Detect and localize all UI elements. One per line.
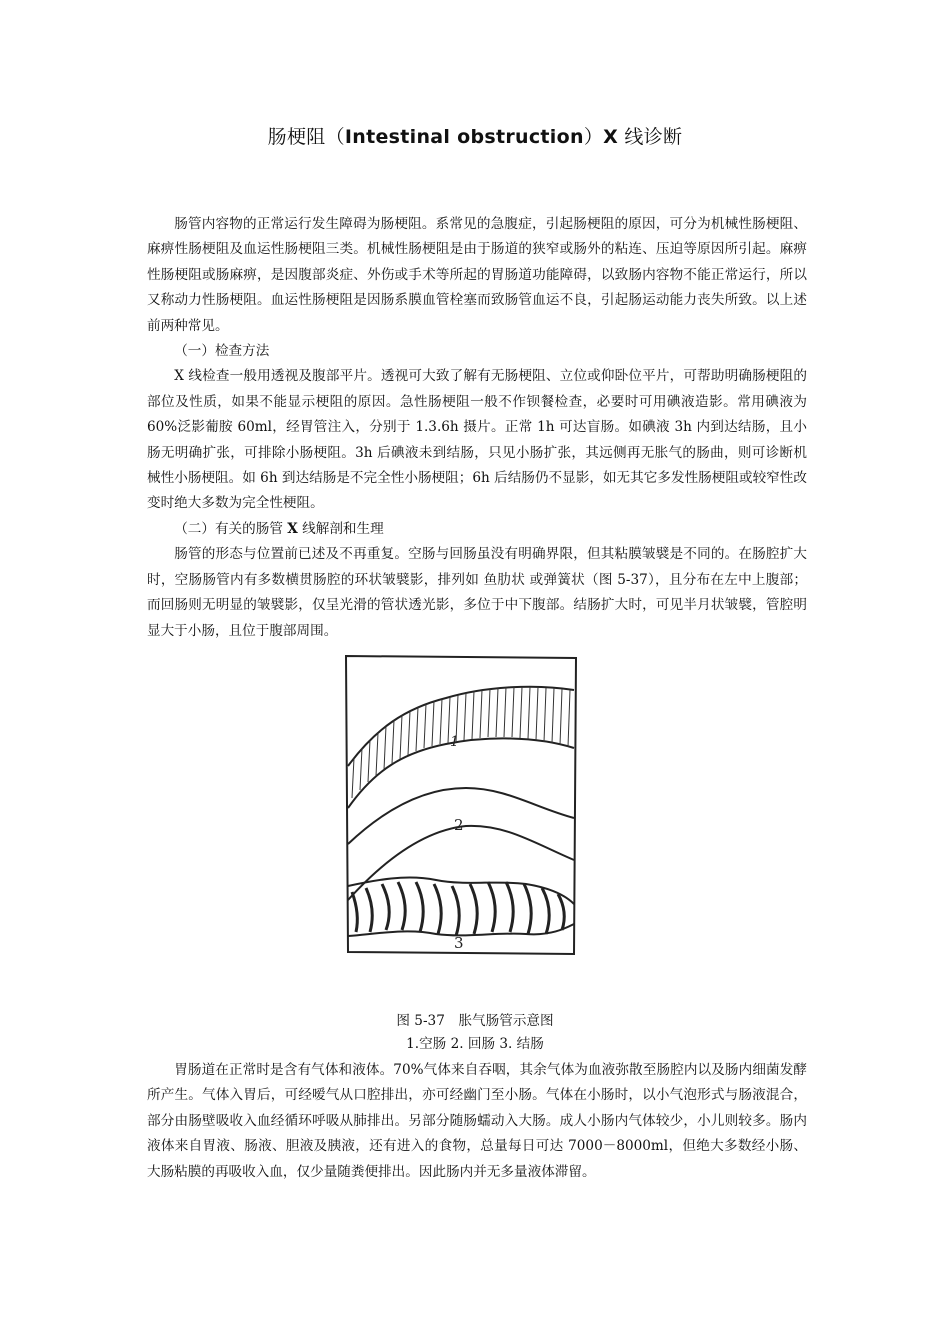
paragraph-methods: X 线检查一般用透视及腹部平片。透视可大致了解有无肠梗阻、立位或仰卧位平片，可帮助明确肠梗阻的部位及性质，如果不能显示梗阻的原因。急性肠梗阻一般不作钡餐检查，必要时可用碘液造影。常用碘液为 60%泛影葡胺 60ml，经胃管注入，分别于 1.3.6h 摄片。正常 1h 可达盲肠。如碘液 3h 内到达结肠，且小肠无明确扩张，可排除小肠梗阻。3h 后碘液未到结肠，只见小肠扩张，其远侧再无胀气的肠曲，则可诊断机械性小肠梗阻。如 6h 到达结肠是不完全性小肠梗阻；6h 后结肠仍不显影，如无其它多发性肠梗阻或较窄性改变时绝大多数为完全性梗阻。 — [147, 368, 807, 512]
title-prefix: 肠梗阻（ — [267, 126, 345, 148]
label-colon: 3 — [454, 934, 464, 952]
title-x: X — [603, 126, 619, 148]
title-bracket: ） — [583, 126, 604, 148]
section-heading-anatomy: （二）有关的肠管 X 线解剖和生理 — [174, 520, 384, 537]
figure-legend: 1.空肠 2. 回肠 3. 结肠 — [406, 1036, 544, 1052]
title-suffix: 线诊断 — [618, 126, 683, 148]
paragraph-anatomy: 肠管的形态与位置前已述及不再重复。空肠与回肠虽没有明确界限，但其粘膜皱襞是不同的。在肠腔扩大时，空肠肠管内有多数横贯肠腔的环状皱襞影，排列如 鱼肋状 或弹簧状（图 5-37），且分布在左中上腹部；而回肠则无明显的皱襞影，仅呈光滑的管状透光影，多位于中下腹部。结肠扩大时，可见半月状皱襞，管腔明显大于小肠，且位于腹部周围。 — [147, 546, 807, 639]
jejunum-folds — [352, 687, 570, 798]
diagram-frame — [346, 656, 576, 954]
paragraph-intro: 肠管内容物的正常运行发生障碍为肠梗阻。系常见的急腹症，引起肠梗阻的原因，可分为机械性肠梗阻、麻痹性肠梗阻及血运性肠梗阻三类。机械性肠梗阻是由于肠道的狭窄或肠外的粘连、压迫等原因所引起。麻痹性肠梗阻或肠麻痹，是因腹部炎症、外伤或手术等所起的胃肠道功能障碍，以致肠内容物不能正常运行，所以又称动力性肠梗阻。血运性肠梗阻是因肠系膜血管栓塞而致肠管血运不良，引起肠运动能力丧失所致。以上述前两种常见。 — [147, 216, 807, 334]
title-english: Intestinal obstruction — [344, 126, 584, 148]
heading-x: X — [287, 520, 298, 537]
intestine-diagram — [336, 648, 592, 978]
label-jejunum: 1 — [450, 734, 459, 750]
paragraph-physiology: 胃肠道在正常时是含有气体和液体。70%气体来自吞咽，其余气体为血液弥散至肠腔内以及肠内细菌发酵所产生。气体入胃后，可经嗳气从口腔排出，亦可经幽门至小肠。气体在小肠时，以小气泡形式与肠液混合，部分由肠壁吸收入血经循环呼吸从肺排出。另部分随肠蠕动入大肠。成人小肠内气体较少，小儿则较多。肠内液体来自胃液、肠液、胆液及胰液，还有进入的食物，总量每日可达 7000－8000ml，但绝大多数经小肠、大肠粘膜的再吸收入血，仅少量随粪便排出。因此肠内并无多量液体滞留。 — [147, 1062, 807, 1180]
section-heading-methods: （一）检查方法 — [174, 343, 270, 360]
figure-caption: 图 5-37 胀气肠管示意图 — [396, 1013, 554, 1029]
colon-haustra — [352, 882, 564, 936]
article-body — [147, 212, 807, 644]
label-ileum: 2 — [454, 816, 464, 834]
article-body-continued — [147, 1058, 807, 1185]
page-title — [0, 122, 950, 149]
jejunum-outline — [348, 687, 574, 808]
